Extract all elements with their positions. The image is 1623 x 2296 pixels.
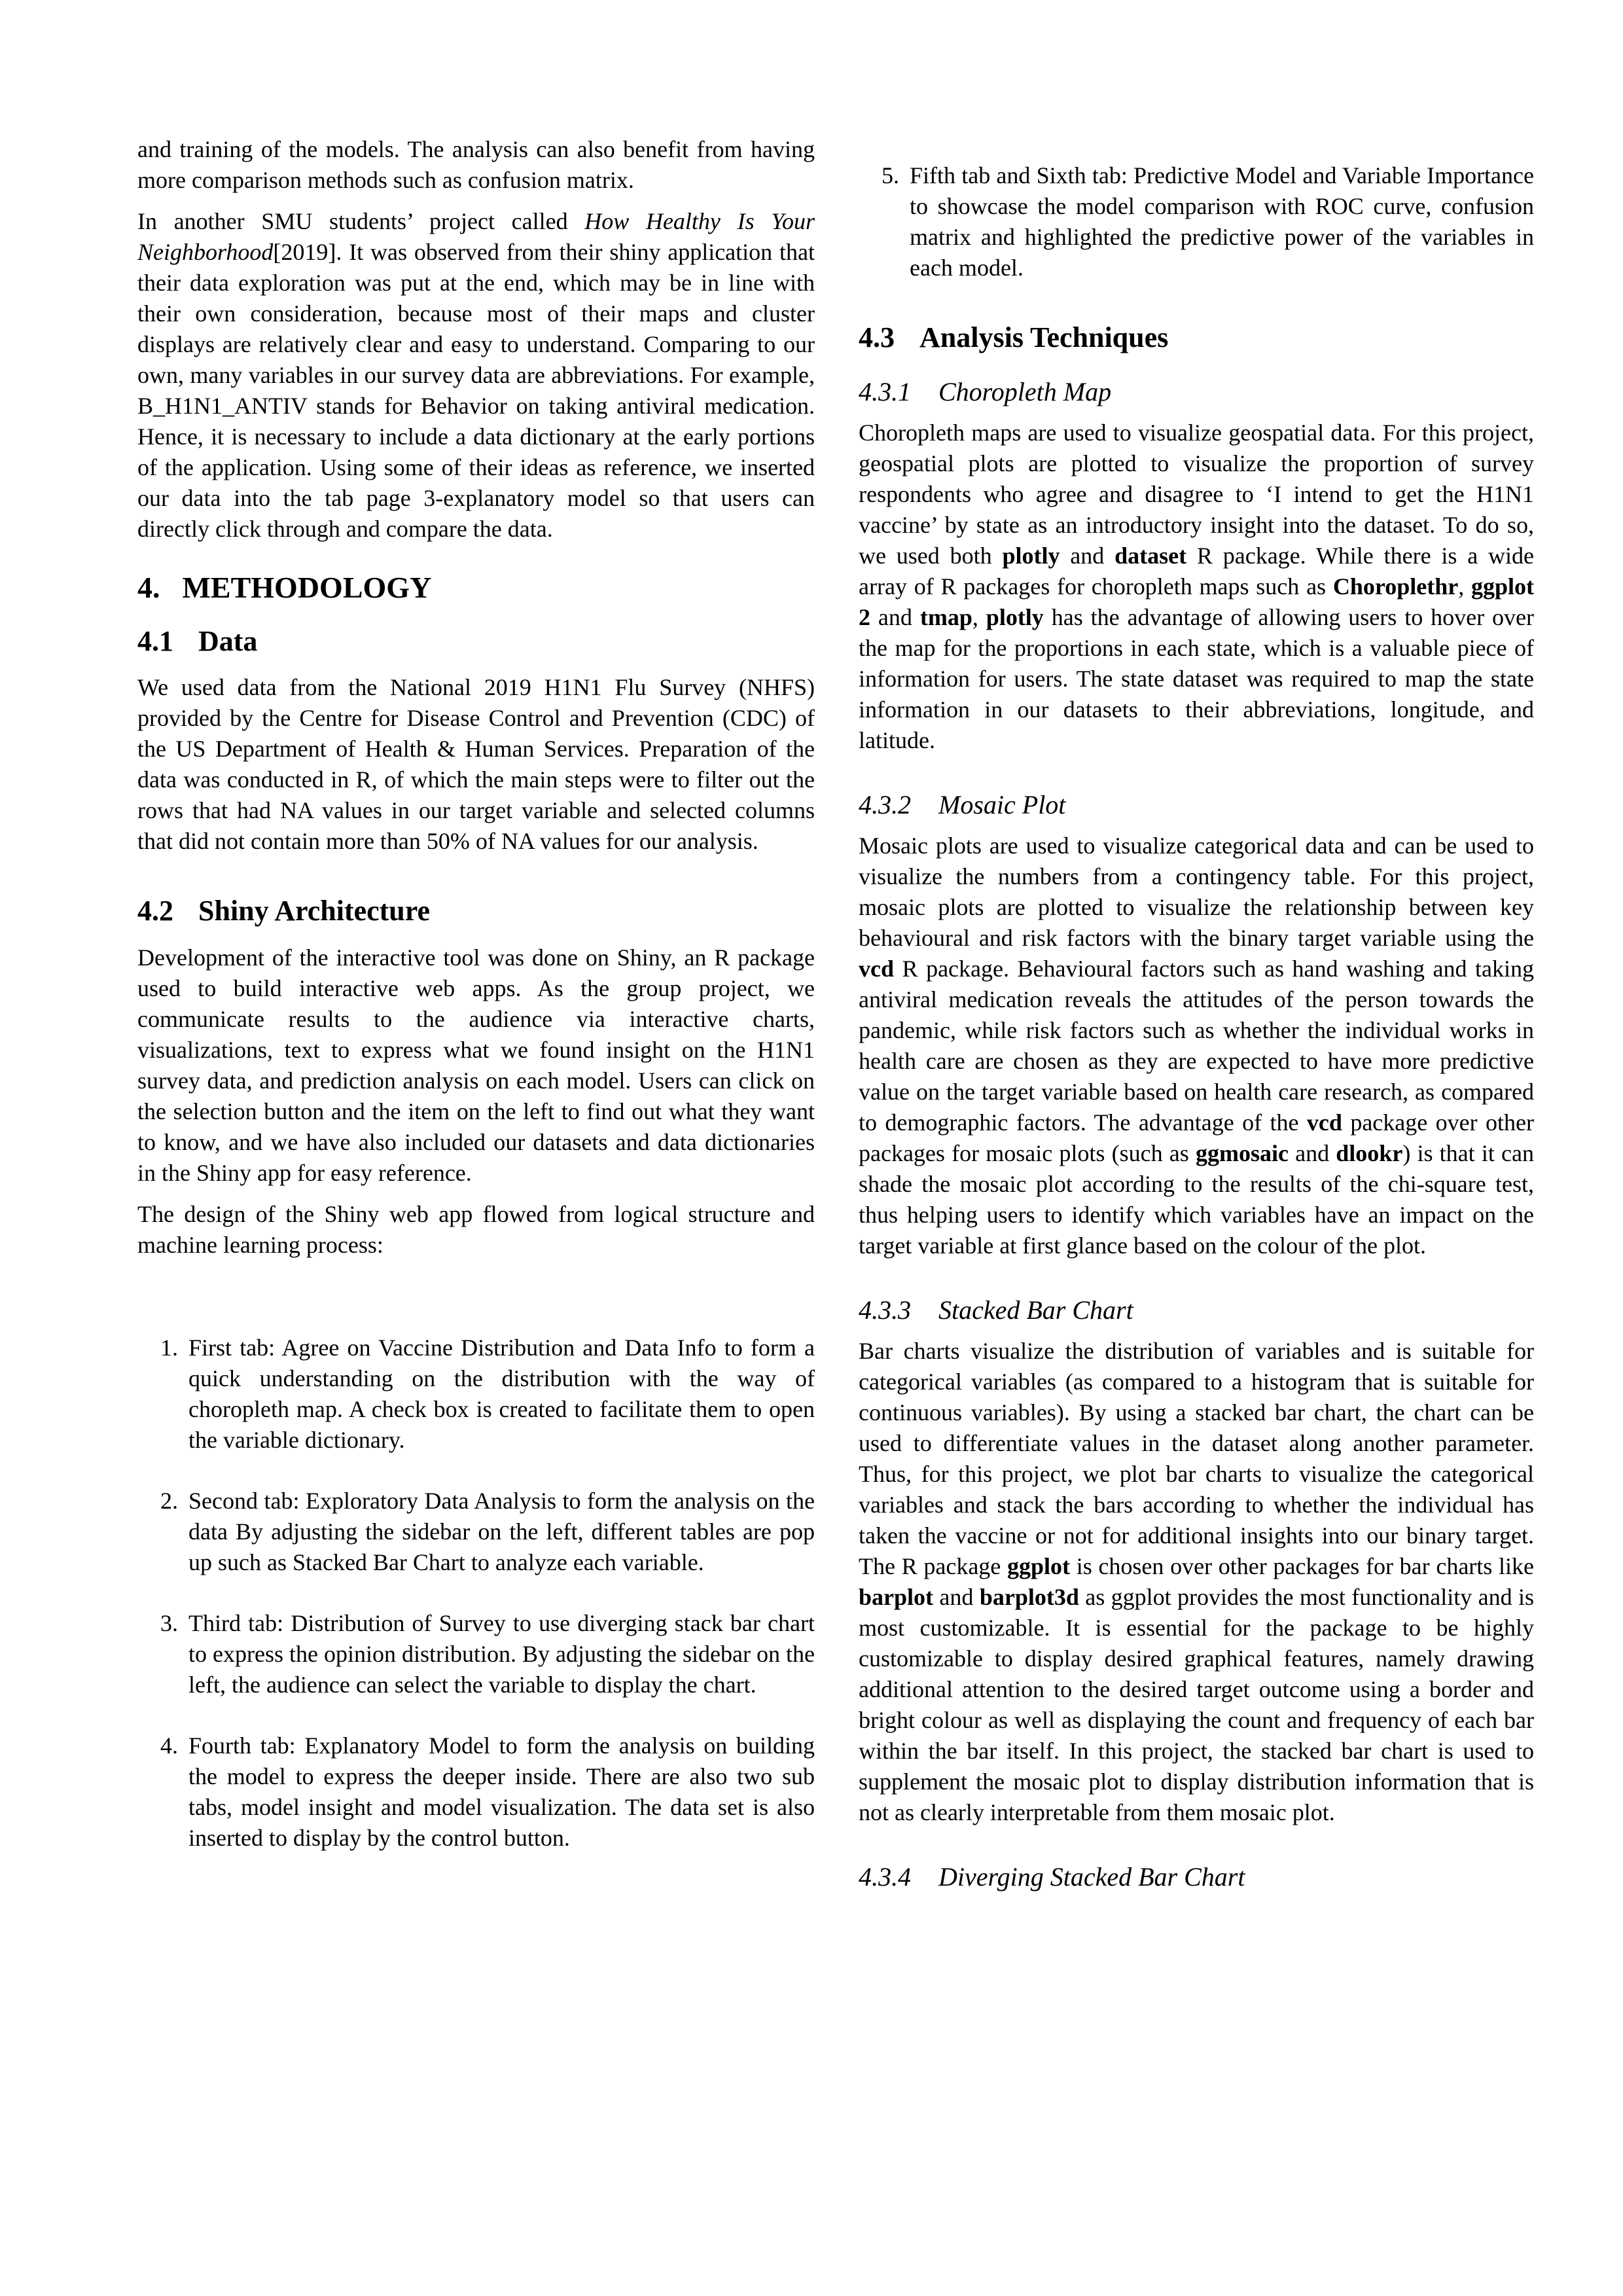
list-item-text: Fourth tab: Explanatory Model to form the analysis on building the model to express the deeper inside. There are also two sub tabs, model insight and model visualization. The data set is also inserted to display by the control button. [188,1732,815,1852]
list-item-text: First tab: Agree on Vaccine Distribution and Data Info to form a quick understanding on the distribution with the way of choropleth map. A check box is created to facilitate them to open the variable dictionary. [188,1335,815,1454]
paragraph-mosaic: Mosaic plots are used to visualize categorical data and can be used to visualize the numbers from a contingency table. For this project, mosaic plots are plotted to visualize the relationship between key behavioural and risk factors with the binary target variable using the vcd R package. Behavioural factors such as hand washing and taking antiviral medication reveals the attitudes of the person towards the pandemic, while risk factors such as whether the individual works in health care are chosen as they are expected to have more predictive value on the target variable based on health care research, as compared to demographic factors. The advantage of the vcd package over other packages for mosaic plots (such as ggmosaic and dlookr) is that it can shade the mosaic plot according to the results of the chi-square test, thus helping users to identify which variables have an impact on the target variable at first glance based on the colour of the plot. [859,832,1534,1259]
list-item-number: 2. [160,1488,178,1515]
subsubsection-title: Stacked Bar Chart [938,1295,1133,1325]
subsubsection-heading-choropleth-map [859,377,1534,407]
subsection-heading-analysis-techniques [859,321,1534,355]
list-item-fourth-tab [137,1731,815,1854]
subsection-heading-shiny-architecture [137,895,815,928]
subsubsection-number: 4.3.2 [859,789,911,819]
paragraph-data: We used data from the National 2019 H1N1 Flu Survey (NHFS) provided by the Centre for Disease Control and Prevention (CDC) of the US Department of Health & Human Services. Preparation of the data was conducted in R, of which the main steps were to filter out the rows that had NA values in our target variable and selected columns that did not contain more than 50% of NA values for our analysis. [137,674,815,855]
paragraph-choropleth: Choropleth maps are used to visualize geospatial data. For this project, geospatial plots are plotted to visualize the proportion of survey respondents who agree and disagree to ‘I intend to get the H1N1 vaccine’ by state as an introductory insight into the dataset. To do so, we used both plotly and dataset R package. While there is a wide array of R packages for choropleth maps such as Choroplethr, ggplot 2 and tmap, plotly has the advantage of allowing users to hover over the map for the proportions in each state, which is a valuable piece of information for users. The state dataset was required to map the state information in our datasets to their abbreviations, longitude, and latitude. [859,419,1535,753]
list-item-text: Fifth tab and Sixth tab: Predictive Model and Variable Importance to showcase the model comparison with ROC curve, confusion matrix and highlighted the predictive power of the variables in each model. [910,162,1534,281]
numbered-list [137,1333,815,1854]
list-item-number: 4. [160,1732,178,1759]
list-item-number: 5. [882,162,899,188]
subsubsection-title: Choropleth Map [938,376,1112,406]
paragraph-smu-project: In another SMU students’ project called How Healthy Is Your Neighborhood[2019]. It was observed from their shiny application that their data exploration was put at the end, which may be in line with their own consideration, because most of their maps and cluster displays are relatively clear and easy to understand. Comparing to our own, many variables in our survey data are abbreviations. For example, B_H1N1_ANTIV stands for Behavior on taking antiviral medication. Hence, it is necessary to include a data dictionary at the early portions of the application. Using some of their ideas as reference, we inserted our data into the tab page 3-explanatory model so that users can directly click through and compare the data. [137,208,815,542]
list-item-text: Second tab: Exploratory Data Analysis to form the analysis on the data By adjusting the sidebar on the left, different tables are pop up such as Stacked Bar Chart to analyze each variable. [188,1488,815,1576]
subsection-number: 4.3 [859,321,895,353]
paragraph-stacked-bar: Bar charts visualize the distribution of variables and is suitable for categorical variables (as compared to a histogram that is suitable for continuous variables). By using a stacked bar chart, the chart can be used to differentiate values in the dataset along another parameter. Thus, for this project, we plot bar charts to visualize the categorical variables and stack the bars according to whether the individual has taken the vaccine or not for additional insights into our binary target. The R package ggplot is chosen over other packages for bar charts like barplot and barplot3d as ggplot provides the most functionality and is most customizable. It is essential for the package to be highly customizable to display desired graphical features, namely drawing additional attention to the desired target outcome using a border and bright colour as well as displaying the count and frequency of each bar within the bar itself. In this project, the stacked bar chart is used to supplement the mosaic plot to display distribution information that is not as clearly interpretable from them mosaic plot. [859,1337,1534,1825]
paragraph-models-intro: and training of the models. The analysis can also benefit from having more comparison methods such as confusion matrix. [137,136,815,193]
list-item-number: 1. [160,1335,178,1361]
list-item-third-tab [137,1608,815,1700]
paragraph-design: The design of the Shiny web app flowed from logical structure and machine learning process: [137,1201,815,1259]
list-item-fifth-sixth-tab [859,160,1534,283]
subsubsection-heading-diverging-stacked-bar-chart [859,1862,1534,1892]
subsubsection-title: Diverging Stacked Bar Chart [938,1861,1245,1892]
subsubsection-number: 4.3.4 [859,1861,911,1892]
section-title: METHODOLOGY [182,571,432,604]
paragraph-shiny: Development of the interactive tool was done on Shiny, an R package used to build interactive web apps. As the group project, we communicate results to the audience via interactive charts, visualizations, text to express what we found insight on the H1N1 survey data, and prediction analysis on each model. Users can click on the selection button and the item on the left to find out what they want to know, and we have also included our datasets and data dictionaries in the Shiny app for easy reference. [137,944,815,1187]
subsection-number: 4.2 [137,895,173,927]
list-item-first-tab [137,1333,815,1456]
list-item-text: Third tab: Distribution of Survey to use diverging stack bar chart to express the opinion distribution. By adjusting the sidebar on the left, the audience can select the variable to display the chart. [188,1610,815,1698]
subsection-title: Data [198,624,258,657]
subsection-title: Analysis Techniques [919,321,1169,353]
subsubsection-heading-mosaic-plot [859,790,1534,820]
subsection-number: 4.1 [137,624,173,657]
subsubsection-number: 4.3.3 [859,1295,911,1325]
subsubsection-heading-stacked-bar-chart [859,1295,1534,1325]
left-column [137,0,815,1854]
section-number: 4. [137,571,160,604]
subsection-heading-data [137,625,815,658]
subsubsection-number: 4.3.1 [859,376,911,406]
right-column [859,0,1534,1903]
subsubsection-title: Mosaic Plot [938,789,1066,819]
list-item-number: 3. [160,1610,178,1637]
subsection-title: Shiny Architecture [198,895,431,927]
section-heading-methodology [137,571,815,605]
list-item-second-tab [137,1486,815,1578]
